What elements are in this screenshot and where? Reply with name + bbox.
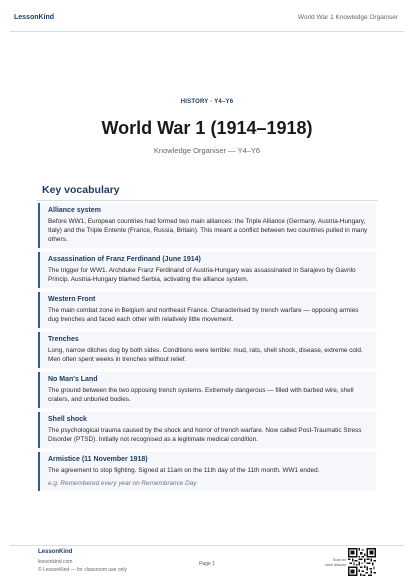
vocab-card-no-mans-land <box>38 372 376 408</box>
footer-copyright: © LessonKind — for classroom use only <box>38 567 128 573</box>
vocab-definition: The trigger for WW1. Archduke Franz Ferdinand of Austria-Hungary was assassinated in Sarajevo by Gavrilo Princip. Austria-Hungary blamed Serbia, activating the alliance system. <box>48 267 356 283</box>
vocab-definition: The psychological trauma caused by the shock and horror of trench warfare. Now called Post-Traumatic Stress Disorder (PTSD). Initially not recognised as a legitimate medical condition. <box>48 427 362 443</box>
vocab-term: No Man's Land <box>48 376 98 383</box>
section-title-key-vocabulary: Key vocabulary <box>42 184 120 196</box>
vocab-card-alliance-system <box>38 203 376 248</box>
page-header <box>0 0 414 34</box>
header-divider <box>10 31 404 32</box>
vocab-term: Trenches <box>48 336 79 343</box>
subject-kicker: HISTORY · Y4–Y6 <box>180 99 234 105</box>
vocab-term: Armistice (11 November 1918) <box>48 456 148 463</box>
vocab-definition: The ground between the two opposing trench systems. Extremely dangerous — filled with barbed wire, shell craters, and unburied bodies. <box>48 387 354 403</box>
vocab-definition: The main combat zone in Belgium and northeast France. Characterised by trench warfare — opposing armies dug trenches and faced each other with relatively little movement. <box>48 307 359 323</box>
vocab-term: Alliance system <box>48 207 101 214</box>
vocab-example: e.g. Remembered every year on Remembrance Day <box>48 480 197 487</box>
vocab-card-assassination <box>38 252 376 288</box>
section-divider <box>36 200 378 201</box>
vocab-card-trenches <box>38 332 376 368</box>
qr-caption-line: Scan for <box>332 558 346 562</box>
qr-code-icon[interactable] <box>348 548 376 576</box>
page-subtitle: Knowledge Organiser — Y4–Y6 <box>153 146 261 155</box>
qr-caption-line: more lessons <box>324 563 346 567</box>
qr-caption <box>314 558 346 568</box>
footer-brand: LessonKind <box>38 549 73 555</box>
vocabulary-list <box>38 203 376 495</box>
vocab-card-western-front <box>38 292 376 328</box>
page-number: Page 1 <box>199 561 215 567</box>
header-doc-title: World War 1 Knowledge Organiser <box>297 14 398 21</box>
page-title: World War 1 (1914–1918) <box>101 118 313 138</box>
vocab-card-armistice <box>38 452 376 491</box>
vocab-definition: Long, narrow ditches dug by both sides. Conditions were terrible: mud, rats, shell shock, disease, extreme cold. Men often spent weeks in trenches without relief. <box>48 347 363 363</box>
vocab-term: Shell shock <box>48 416 87 423</box>
header-brand: LessonKind <box>14 14 55 21</box>
footer-site-link[interactable]: lessonkind.com <box>38 559 73 565</box>
footer-divider <box>10 545 404 546</box>
vocab-definition: Before WW1, European countries had formed two main alliances: the Triple Alliance (Germany, Austria-Hungary, Italy) and the Triple Entente (France, Russia, Britain). This meant a conflict between two countries pulled in many others. <box>48 218 368 243</box>
vocab-term: Assassination of Franz Ferdinand (June 1914) <box>48 256 201 263</box>
vocab-term: Western Front <box>48 296 96 303</box>
vocab-definition: The agreement to stop fighting. Signed at 11am on the 11th day of the 11th month. WW1 ended. <box>48 467 320 474</box>
vocab-card-shell-shock <box>38 412 376 448</box>
